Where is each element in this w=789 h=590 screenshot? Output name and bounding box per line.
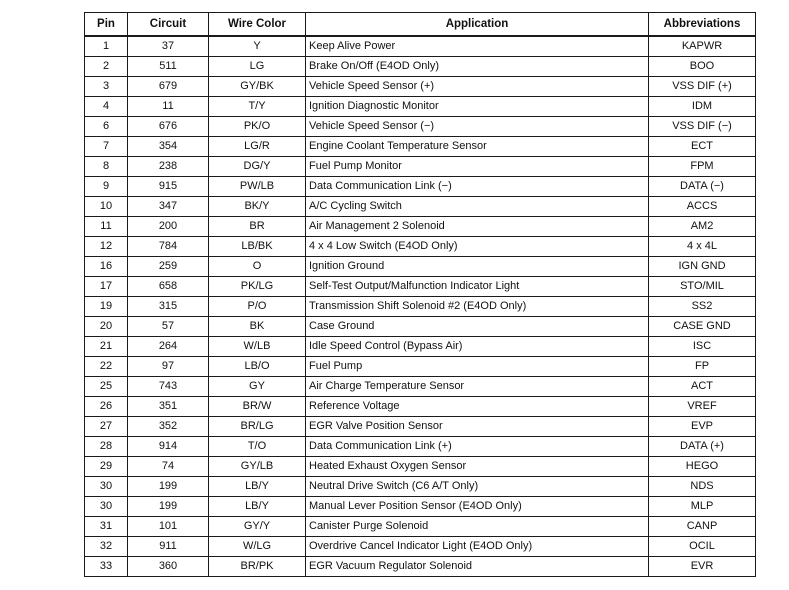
cell-wire-color: PK/LG xyxy=(209,277,306,297)
cell-application: Air Charge Temperature Sensor xyxy=(306,377,649,397)
cell-pin: 25 xyxy=(85,377,128,397)
cell-wire-color: T/O xyxy=(209,437,306,457)
table-row xyxy=(85,377,756,397)
cell-circuit: 199 xyxy=(128,497,209,517)
cell-pin: 32 xyxy=(85,537,128,557)
cell-application: Case Ground xyxy=(306,317,649,337)
cell-abbreviation: NDS xyxy=(649,477,756,497)
cell-application: Keep Alive Power xyxy=(306,36,649,57)
table-row xyxy=(85,437,756,457)
cell-application: Ignition Diagnostic Monitor xyxy=(306,97,649,117)
cell-application: Overdrive Cancel Indicator Light (E4OD Only) xyxy=(306,537,649,557)
table-row xyxy=(85,177,756,197)
cell-wire-color: W/LB xyxy=(209,337,306,357)
cell-circuit: 351 xyxy=(128,397,209,417)
header-circuit: Circuit xyxy=(128,13,209,37)
cell-abbreviation: ACT xyxy=(649,377,756,397)
header-abbreviations: Abbreviations xyxy=(649,13,756,37)
cell-circuit: 264 xyxy=(128,337,209,357)
cell-application: EGR Valve Position Sensor xyxy=(306,417,649,437)
cell-wire-color: DG/Y xyxy=(209,157,306,177)
cell-abbreviation: EVP xyxy=(649,417,756,437)
cell-abbreviation: HEGO xyxy=(649,457,756,477)
cell-circuit: 37 xyxy=(128,36,209,57)
cell-circuit: 97 xyxy=(128,357,209,377)
cell-wire-color: PK/O xyxy=(209,117,306,137)
cell-pin: 6 xyxy=(85,117,128,137)
cell-abbreviation: FPM xyxy=(649,157,756,177)
table-row xyxy=(85,417,756,437)
cell-abbreviation: IGN GND xyxy=(649,257,756,277)
cell-abbreviation: SS2 xyxy=(649,297,756,317)
cell-application: Vehicle Speed Sensor (+) xyxy=(306,77,649,97)
cell-pin: 7 xyxy=(85,137,128,157)
table-row xyxy=(85,357,756,377)
cell-wire-color: GY/LB xyxy=(209,457,306,477)
cell-circuit: 238 xyxy=(128,157,209,177)
cell-application: Canister Purge Solenoid xyxy=(306,517,649,537)
cell-abbreviation: EVR xyxy=(649,557,756,577)
cell-wire-color: BR/PK xyxy=(209,557,306,577)
cell-wire-color: P/O xyxy=(209,297,306,317)
cell-abbreviation: STO/MIL xyxy=(649,277,756,297)
cell-pin: 29 xyxy=(85,457,128,477)
cell-application: Air Management 2 Solenoid xyxy=(306,217,649,237)
cell-abbreviation: DATA (+) xyxy=(649,437,756,457)
cell-wire-color: LG xyxy=(209,57,306,77)
cell-application: Transmission Shift Solenoid #2 (E4OD Only) xyxy=(306,297,649,317)
cell-application: Engine Coolant Temperature Sensor xyxy=(306,137,649,157)
cell-application: 4 x 4 Low Switch (E4OD Only) xyxy=(306,237,649,257)
cell-circuit: 74 xyxy=(128,457,209,477)
cell-pin: 1 xyxy=(85,36,128,57)
cell-circuit: 911 xyxy=(128,537,209,557)
header-application: Application xyxy=(306,13,649,37)
table-row xyxy=(85,36,756,57)
header-row xyxy=(85,13,756,37)
cell-circuit: 11 xyxy=(128,97,209,117)
pin-table xyxy=(84,12,756,577)
cell-circuit: 315 xyxy=(128,297,209,317)
cell-pin: 28 xyxy=(85,437,128,457)
cell-circuit: 914 xyxy=(128,437,209,457)
cell-abbreviation: AM2 xyxy=(649,217,756,237)
cell-abbreviation: ACCS xyxy=(649,197,756,217)
cell-application: Heated Exhaust Oxygen Sensor xyxy=(306,457,649,477)
cell-application: A/C Cycling Switch xyxy=(306,197,649,217)
cell-abbreviation: CANP xyxy=(649,517,756,537)
cell-application: EGR Vacuum Regulator Solenoid xyxy=(306,557,649,577)
cell-abbreviation: DATA (−) xyxy=(649,177,756,197)
cell-wire-color: LG/R xyxy=(209,137,306,157)
cell-pin: 4 xyxy=(85,97,128,117)
cell-circuit: 352 xyxy=(128,417,209,437)
cell-pin: 12 xyxy=(85,237,128,257)
table-row xyxy=(85,97,756,117)
cell-circuit: 679 xyxy=(128,77,209,97)
cell-pin: 26 xyxy=(85,397,128,417)
cell-abbreviation: IDM xyxy=(649,97,756,117)
cell-wire-color: GY/BK xyxy=(209,77,306,97)
cell-abbreviation: OCIL xyxy=(649,537,756,557)
cell-circuit: 743 xyxy=(128,377,209,397)
cell-circuit: 200 xyxy=(128,217,209,237)
cell-application: Manual Lever Position Sensor (E4OD Only) xyxy=(306,497,649,517)
cell-wire-color: BK xyxy=(209,317,306,337)
header-wire-color: Wire Color xyxy=(209,13,306,37)
header-pin: Pin xyxy=(85,13,128,37)
cell-wire-color: LB/BK xyxy=(209,237,306,257)
table-row xyxy=(85,257,756,277)
cell-pin: 22 xyxy=(85,357,128,377)
table-row xyxy=(85,337,756,357)
cell-circuit: 347 xyxy=(128,197,209,217)
cell-circuit: 259 xyxy=(128,257,209,277)
cell-application: Self-Test Output/Malfunction Indicator Light xyxy=(306,277,649,297)
cell-application: Neutral Drive Switch (C6 A/T Only) xyxy=(306,477,649,497)
cell-abbreviation: VSS DIF (+) xyxy=(649,77,756,97)
cell-wire-color: O xyxy=(209,257,306,277)
cell-wire-color: GY xyxy=(209,377,306,397)
cell-circuit: 676 xyxy=(128,117,209,137)
cell-pin: 11 xyxy=(85,217,128,237)
cell-circuit: 784 xyxy=(128,237,209,257)
cell-wire-color: Y xyxy=(209,36,306,57)
cell-wire-color: LB/Y xyxy=(209,477,306,497)
cell-application: Idle Speed Control (Bypass Air) xyxy=(306,337,649,357)
cell-wire-color: BR/LG xyxy=(209,417,306,437)
table-body xyxy=(85,36,756,577)
cell-pin: 21 xyxy=(85,337,128,357)
cell-pin: 30 xyxy=(85,477,128,497)
table-row xyxy=(85,557,756,577)
cell-abbreviation: VSS DIF (−) xyxy=(649,117,756,137)
cell-pin: 2 xyxy=(85,57,128,77)
cell-abbreviation: 4 x 4L xyxy=(649,237,756,257)
cell-application: Reference Voltage xyxy=(306,397,649,417)
cell-wire-color: BR/W xyxy=(209,397,306,417)
cell-pin: 20 xyxy=(85,317,128,337)
cell-application: Data Communication Link (+) xyxy=(306,437,649,457)
cell-application: Vehicle Speed Sensor (−) xyxy=(306,117,649,137)
cell-circuit: 101 xyxy=(128,517,209,537)
table-row xyxy=(85,197,756,217)
cell-wire-color: BK/Y xyxy=(209,197,306,217)
cell-circuit: 199 xyxy=(128,477,209,497)
cell-application: Data Communication Link (−) xyxy=(306,177,649,197)
cell-application: Brake On/Off (E4OD Only) xyxy=(306,57,649,77)
cell-abbreviation: ECT xyxy=(649,137,756,157)
table-row xyxy=(85,397,756,417)
cell-pin: 19 xyxy=(85,297,128,317)
table-row xyxy=(85,157,756,177)
cell-abbreviation: KAPWR xyxy=(649,36,756,57)
table-row xyxy=(85,517,756,537)
cell-circuit: 354 xyxy=(128,137,209,157)
cell-abbreviation: CASE GND xyxy=(649,317,756,337)
cell-circuit: 915 xyxy=(128,177,209,197)
table-row xyxy=(85,537,756,557)
cell-pin: 16 xyxy=(85,257,128,277)
table-row xyxy=(85,277,756,297)
table-row xyxy=(85,477,756,497)
table-row xyxy=(85,77,756,97)
cell-application: Ignition Ground xyxy=(306,257,649,277)
cell-abbreviation: MLP xyxy=(649,497,756,517)
cell-circuit: 57 xyxy=(128,317,209,337)
cell-pin: 3 xyxy=(85,77,128,97)
cell-abbreviation: VREF xyxy=(649,397,756,417)
cell-application: Fuel Pump Monitor xyxy=(306,157,649,177)
cell-abbreviation: FP xyxy=(649,357,756,377)
table-row xyxy=(85,497,756,517)
table-row xyxy=(85,117,756,137)
cell-wire-color: PW/LB xyxy=(209,177,306,197)
cell-wire-color: BR xyxy=(209,217,306,237)
cell-pin: 27 xyxy=(85,417,128,437)
cell-pin: 9 xyxy=(85,177,128,197)
cell-pin: 33 xyxy=(85,557,128,577)
cell-pin: 8 xyxy=(85,157,128,177)
cell-abbreviation: ISC xyxy=(649,337,756,357)
table-row xyxy=(85,297,756,317)
cell-wire-color: LB/O xyxy=(209,357,306,377)
table-header xyxy=(85,13,756,37)
table-row xyxy=(85,457,756,477)
cell-application: Fuel Pump xyxy=(306,357,649,377)
cell-pin: 30 xyxy=(85,497,128,517)
table-row xyxy=(85,57,756,77)
cell-abbreviation: BOO xyxy=(649,57,756,77)
cell-circuit: 511 xyxy=(128,57,209,77)
table-row xyxy=(85,237,756,257)
cell-circuit: 360 xyxy=(128,557,209,577)
table-row xyxy=(85,217,756,237)
cell-wire-color: W/LG xyxy=(209,537,306,557)
table-row xyxy=(85,137,756,157)
cell-wire-color: LB/Y xyxy=(209,497,306,517)
cell-pin: 17 xyxy=(85,277,128,297)
table-row xyxy=(85,317,756,337)
cell-pin: 10 xyxy=(85,197,128,217)
cell-wire-color: T/Y xyxy=(209,97,306,117)
cell-circuit: 658 xyxy=(128,277,209,297)
cell-wire-color: GY/Y xyxy=(209,517,306,537)
cell-pin: 31 xyxy=(85,517,128,537)
